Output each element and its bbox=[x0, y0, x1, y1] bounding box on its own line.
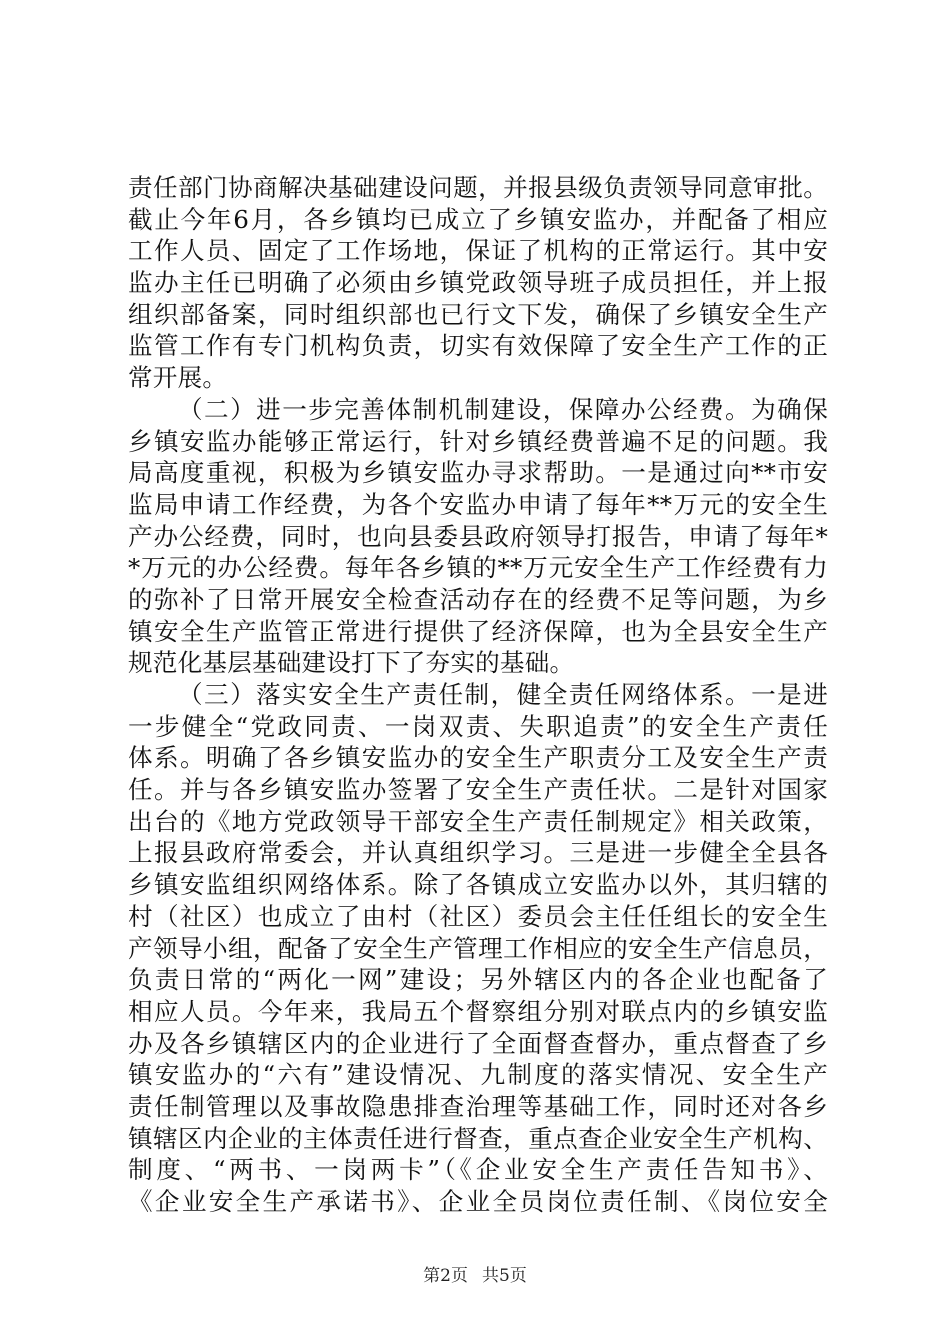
text-line: 上报县政府常委会，并认真组织学习。三是进一步健全全县各 bbox=[128, 838, 828, 868]
text-line: 体系。明确了各乡镇安监办的安全生产职责分工及安全生产责 bbox=[128, 743, 828, 773]
text-line: *万元的办公经费。每年各乡镇的**万元安全生产工作经费有力 bbox=[128, 553, 828, 583]
text-line: 局高度重视，积极为乡镇安监办寻求帮助。一是通过向**市安 bbox=[128, 458, 828, 488]
text-line: 截止今年6月，各乡镇均已成立了乡镇安监办，并配备了相应 bbox=[128, 204, 828, 234]
text-line: 镇安全生产监管正常进行提供了经济保障，也为全县安全生产 bbox=[128, 616, 828, 646]
text-line: 的弥补了日常开展安全检查活动存在的经费不足等问题，为乡 bbox=[128, 584, 828, 614]
text-line: 工作人员、固定了工作场地，保证了机构的正常运行。其中安 bbox=[128, 236, 828, 266]
text-line: 制度、“两书、一岗两卡”（《企业安全生产责任告知书》、 bbox=[128, 1155, 828, 1185]
page-total: 共5页 bbox=[482, 1266, 527, 1286]
text-line: 一步健全“党政同责、一岗双责、失职追责”的安全生产责任 bbox=[128, 711, 828, 741]
text-line: 监局申请工作经费，为各个安监办申请了每年**万元的安全生 bbox=[128, 489, 828, 519]
text-line: 责任制管理以及事故隐患排查治理等基础工作，同时还对各乡 bbox=[128, 1091, 828, 1121]
text-line: 镇安监办的“六有”建设情况、九制度的落实情况、安全生产 bbox=[128, 1060, 828, 1090]
text-line: 乡镇安监组织网络体系。除了各镇成立安监办以外，其归辖的 bbox=[128, 870, 828, 900]
text-line: （三）落实安全生产责任制，健全责任网络体系。一是进 bbox=[178, 680, 828, 709]
text-line: 负责日常的“两化一网”建设；另外辖区内的各企业也配备了 bbox=[128, 965, 828, 995]
text-line: 《企业安全生产承诺书》、企业全员岗位责任制、《岗位安全 bbox=[128, 1187, 828, 1216]
text-line: 常开展。 bbox=[128, 363, 228, 393]
text-line: 镇辖区内企业的主体责任进行督查，重点查企业安全生产机构、 bbox=[128, 1123, 828, 1153]
text-line: 监办主任已明确了必须由乡镇党政领导班子成员担任，并上报 bbox=[128, 268, 828, 298]
text-line: 组织部备案，同时组织部也已行文下发，确保了乡镇安全生产 bbox=[128, 299, 828, 329]
text-line: 监管工作有专门机构负责，切实有效保障了安全生产工作的正 bbox=[128, 331, 828, 361]
text-line: 产办公经费，同时，也向县委县政府领导打报告，申请了每年* bbox=[128, 521, 828, 551]
page-number: 第2页 bbox=[423, 1266, 468, 1286]
text-line: 乡镇安监办能够正常运行，针对乡镇经费普遍不足的问题。我 bbox=[128, 426, 828, 456]
document-body bbox=[128, 172, 828, 1218]
text-line: 规范化基层基础建设打下了夯实的基础。 bbox=[128, 648, 575, 678]
text-line: 责任部门协商解决基础建设问题，并报县级负责领导同意审批。 bbox=[128, 173, 828, 202]
page-footer bbox=[0, 1264, 950, 1288]
text-line: 村（社区）也成立了由村（社区）委员会主任任组长的安全生 bbox=[128, 901, 828, 931]
text-line: 相应人员。今年来，我局五个督察组分别对联点内的乡镇安监 bbox=[128, 996, 828, 1026]
text-line: 任。并与各乡镇安监办签署了安全生产责任状。二是针对国家 bbox=[128, 775, 828, 805]
text-line: 产领导小组，配备了安全生产管理工作相应的安全生产信息员， bbox=[128, 933, 828, 963]
text-line: （二）进一步完善体制机制建设，保障办公经费。为确保 bbox=[178, 394, 828, 424]
text-line: 出台的《地方党政领导干部安全生产责任制规定》相关政策， bbox=[128, 806, 828, 836]
text-line: 办及各乡镇辖区内的企业进行了全面督查督办，重点督查了乡 bbox=[128, 1028, 828, 1058]
